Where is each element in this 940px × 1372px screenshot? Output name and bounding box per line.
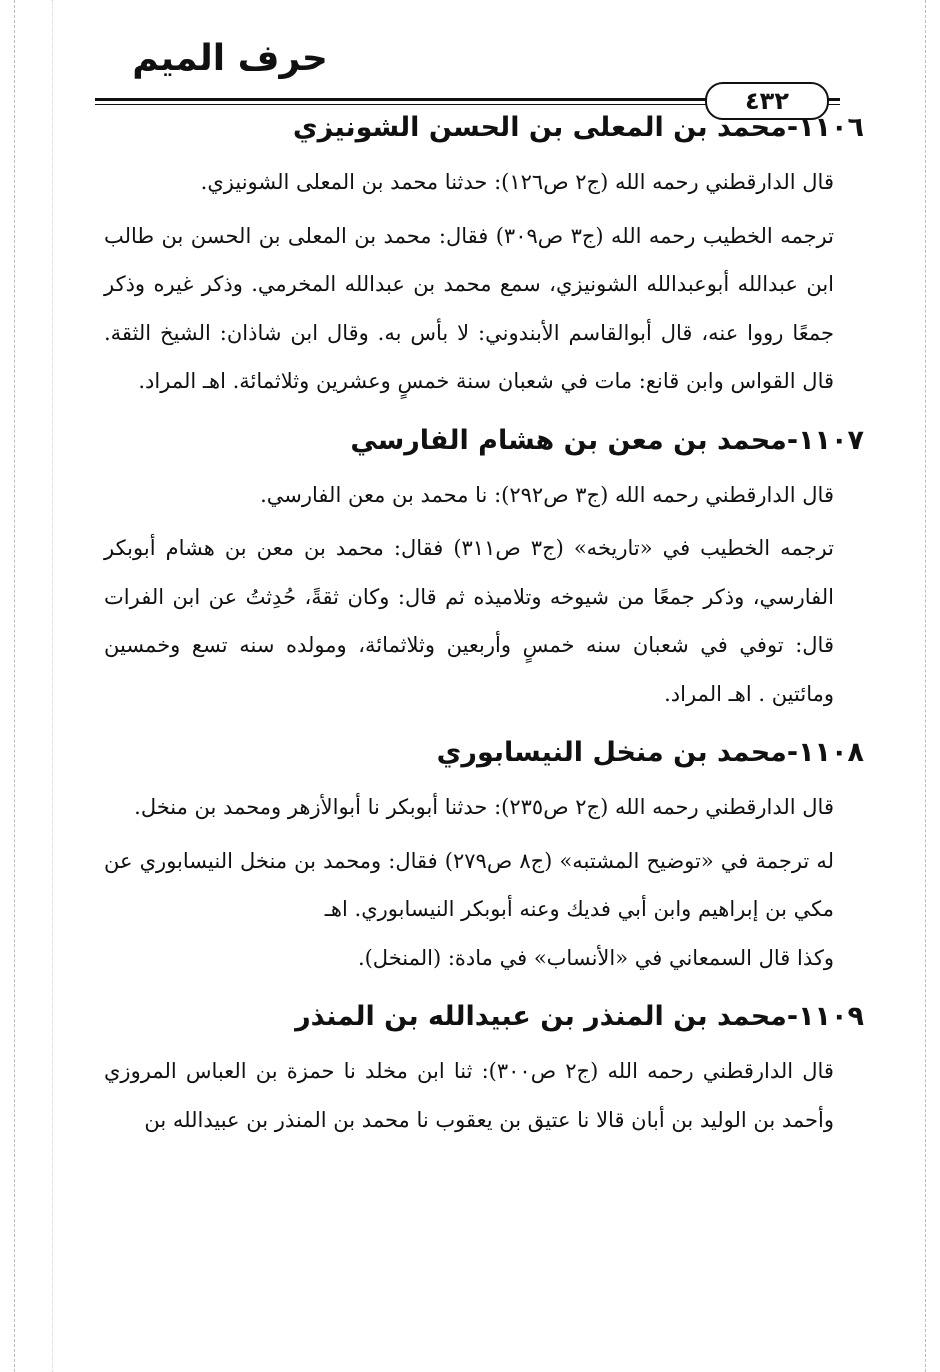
entry-title: ١١٠٨-محمد بن منخل النيسابوري [436,737,864,768]
entry-1107 [104,411,864,719]
chapter-title: حرف الميم [132,38,328,79]
entry-1109 [104,987,864,1144]
page-edge-right [925,0,926,1372]
entry-paragraph: قال الدارقطني رحمه الله (ج٢ ص٣٠٠): ثنا ابن مخلد نا حمزة بن العباس المروزي وأحمد بن الوليد بن أبان قالا نا عتيق بن يعقوب نا محمد بن المنذر بن عبيدالله بن [104,1059,834,1132]
entry-title: ١١٠٦-محمد بن المعلى بن الحسن الشونيزي [292,112,864,143]
page-edge-left [14,0,15,1372]
entry-paragraph: وكذا قال السمعاني في «الأنساب» في مادة: (المنخل). [357,945,834,970]
page-header [95,30,840,115]
entry-title: ١١٠٩-محمد بن المنذر بن عبيدالله بن المنذر [295,1001,864,1032]
entry-paragraph: له ترجمة في «توضيح المشتبه» (ج٨ ص٢٧٩) فقال: ومحمد بن منخل النيسابوري عن مكي بن إبراهيم وابن أبي فديك وعنه أبوبكر النيسابوري. اهـ [104,848,835,921]
page-body [104,98,864,1149]
entry-paragraph: قال الدارقطني رحمه الله (ج٢ ص١٢٦): حدثنا محمد بن المعلى الشونيزي. [200,170,834,194]
entry-paragraph: قال الدارقطني رحمه الله (ج٣ ص٢٩٢): نا محمد بن معن الفارسي. [260,482,834,507]
entry-paragraph: ترجمه الخطيب في «تاريخه» (ج٣ ص٣١١) فقال: محمد بن معن بن هشام أبوبكر الفارسي، وذكر جمعًا من شيوخه وتلاميذه ثم قال: وكان ثقةً، حُدِثتُ عن ابن الفرات قال: توفي في شعبان سنه خمسٍ وأربعين وثلاثمائة، ومولده سنه تسع وخمسين ومائتين . اهـ المراد. [104,536,834,706]
entry-paragraph: قال الدارقطني رحمه الله (ج٢ ص٢٣٥): حدثنا أبوبكر نا أبوالأزهر ومحمد بن منخل. [134,795,834,819]
page-number: ٤٣٢ [705,82,829,120]
entry-title: ١١٠٧-محمد بن معن بن هشام الفارسي [350,424,864,456]
entry-1106 [104,98,864,406]
entry-paragraph: ترجمه الخطيب رحمه الله (ج٣ ص٣٠٩) فقال: محمد بن المعلى بن الحسن بن طالب ابن عبدالله أبوعبدالله الشونيزي، سمع محمد بن عبدالله المخرمي. وذكر غيره وذكر جمعًا رووا عنه، قال أبوالقاسم الأبندوني: لا بأس به. وقال ابن شاذان: الشيخ الثقة. قال القواس وابن قانع: مات في شعبان سنة خمسٍ وعشرين وثلاثمائة. اهـ المراد. [104,223,834,393]
page-fold-line [52,0,53,1372]
entry-1108 [104,723,864,982]
